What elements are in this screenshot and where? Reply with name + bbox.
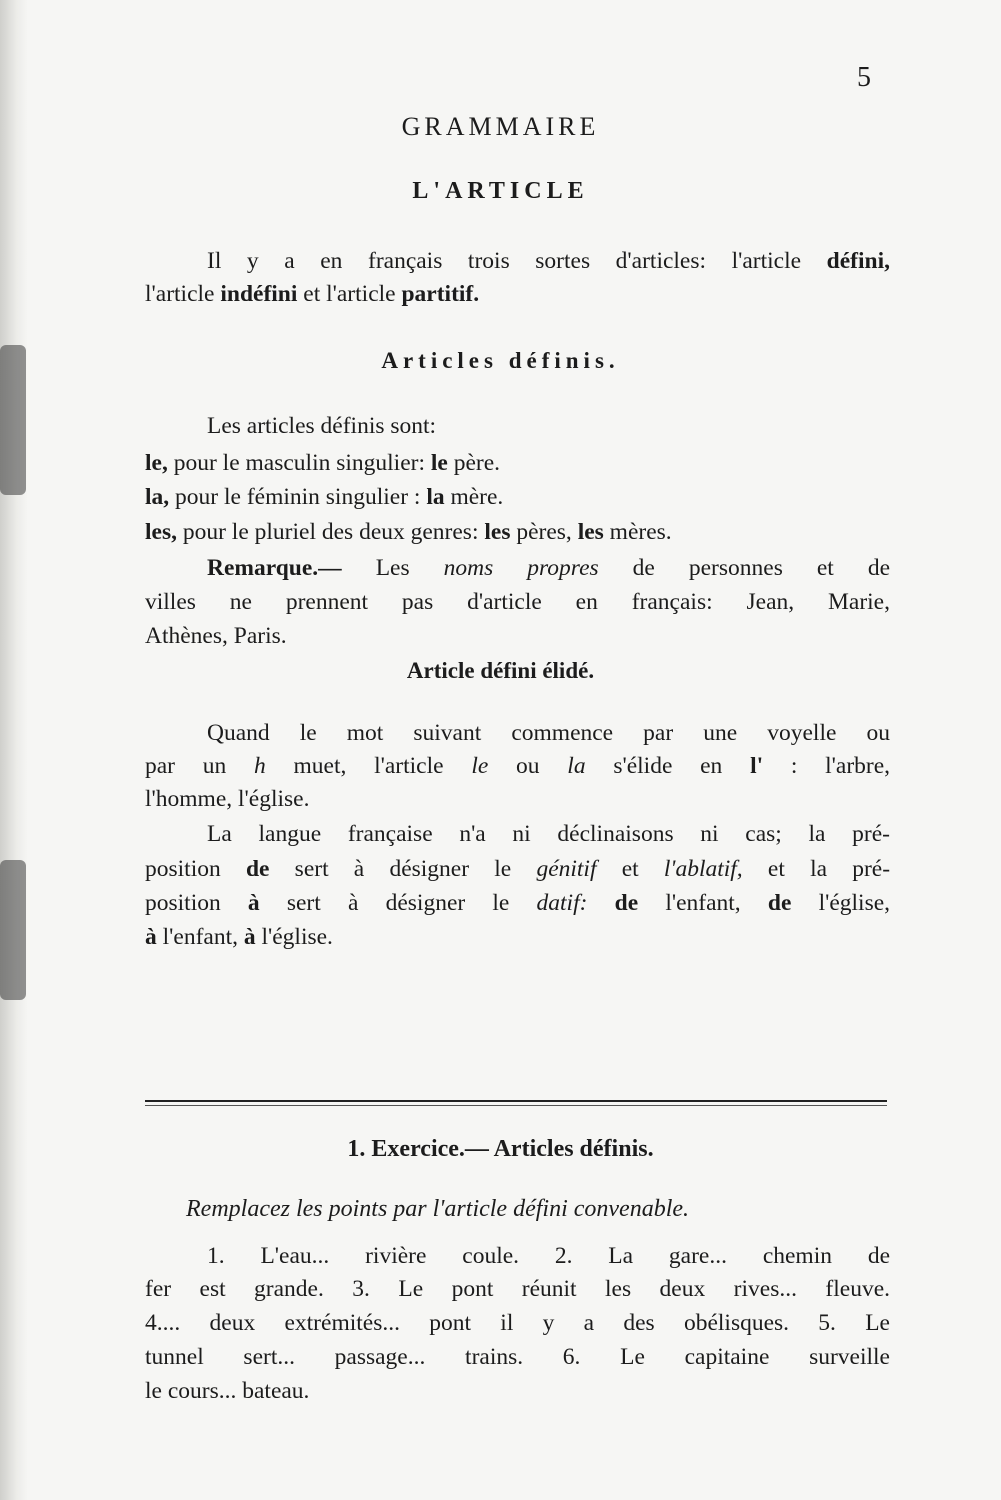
exercise-line: 4.... deux extrémités... pont il y a des obélisques. 5. Le [145,1310,890,1336]
article-item: la, pour le féminin singulier : la mère. [145,484,504,510]
exercise-line: le cours... bateau. [145,1378,310,1404]
section-divider [145,1100,887,1102]
page-number: 5 [857,62,871,93]
articles-lead: Les articles définis sont: [207,413,437,439]
subheading-articles-definis: Articles définis. [381,348,620,373]
elide-line: La langue française n'a ni déclinaisons ni cas; la pré- [207,821,890,847]
exercise-instruction: Remplacez les points par l'article défini convenable. [186,1196,690,1222]
chapter-heading: L'ARTICLE [412,178,589,204]
intro-paragraph-line: l'article indéfini et l'article partitif. [145,281,480,307]
elide-line: position à sert à désigner le datif: de l'enfant, de l'église, [145,890,891,916]
remark-line: Athènes, Paris. [145,623,287,649]
article-item: le, pour le masculin singulier: le père. [145,450,501,476]
elide-line: position de sert à désigner le génitif et l'ablatif, et la pré- [145,856,891,882]
intro-paragraph-line: Il y a en français trois sortes d'articles: l'article défini, [207,248,890,274]
exercise-line: fer est grande. 3. Le pont réunit les deux rives... fleuve. [145,1276,890,1302]
page-binding-shadow [0,0,28,1500]
elide-line: par un h muet, l'article le ou la s'élide en l' : l'arbre, [145,753,891,779]
exercise-title: 1. Exercice.— Articles définis. [347,1136,654,1162]
elide-line: Quand le mot suivant commence par une voyelle ou [207,720,890,746]
section-heading: GRAMMAIRE [401,112,600,141]
subheading-article-elide: Article défini élidé. [406,658,595,683]
article-item: les, pour le pluriel des deux genres: les pères, les mères. [145,519,672,545]
exercise-line: 1. L'eau... rivière coule. 2. La gare... chemin de [207,1243,890,1269]
exercise-line: tunnel sert... passage... trains. 6. Le capitaine surveille [145,1344,890,1370]
binding-stain [0,860,26,1000]
remark-line: villes ne prennent pas d'article en français: Jean, Marie, [145,589,890,615]
section-divider [145,1105,887,1106]
elide-line: à l'enfant, à l'église. [145,924,333,950]
remark-line: Remarque.— Les noms propres de personnes et de [207,555,890,581]
elide-line: l'homme, l'église. [145,786,310,812]
